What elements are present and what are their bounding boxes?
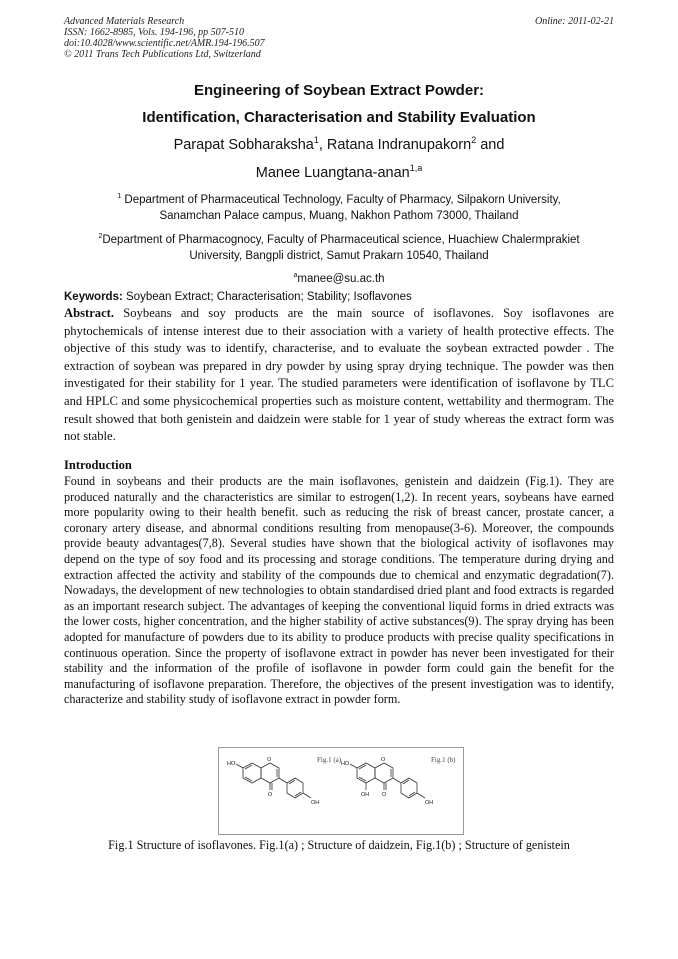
affiliation-mark: 1: [117, 192, 122, 201]
author-name: Ratana Indranupakorn: [326, 137, 472, 153]
figure-label-a: Fig.1 (a): [317, 756, 342, 764]
author-affiliation-mark: 1,a: [409, 163, 423, 174]
daidzein-ho-label: HO: [227, 761, 236, 767]
affiliation-2: [60, 233, 618, 264]
keywords-text: Soybean Extract; Characterisation; Stability; Isoflavones: [126, 291, 412, 303]
figure-caption: Fig.1 Structure of isoflavones. Fig.1(a) ; Structure of daidzein, Fig.1(b) ; Structure of genistein: [108, 838, 570, 852]
affiliation-text: Department of Pharmacognocy, Faculty of Pharmaceutical science, Huachiew Chalermprakiet: [102, 234, 580, 246]
daidzein-ring-b: [287, 778, 303, 798]
keywords: [64, 290, 614, 304]
keywords-label: Keywords:: [64, 291, 123, 303]
genistein-5-oh-label: OH: [361, 792, 370, 798]
abstract-label: Abstract.: [64, 306, 115, 320]
daidzein-oh-label: OH: [311, 800, 320, 806]
affiliation-1: [60, 193, 618, 224]
paper-title-line-1: Engineering of Soybean Extract Powder:: [193, 82, 485, 99]
abstract: [64, 305, 614, 446]
author-line-2: [50, 164, 628, 182]
author-line-1: [50, 136, 628, 154]
affiliation-text: Department of Pharmaceutical Technology, Faculty of Pharmacy, Silpakorn University,: [124, 194, 561, 206]
genistein-ring-a: [357, 763, 375, 783]
author-affiliation-mark: 2: [471, 135, 477, 146]
daidzein-ring-a: [243, 763, 261, 783]
daidzein-ring-oxygen: O: [267, 757, 272, 763]
introduction-text: Found in soybeans and their products are the main isoflavones, genistein and daidzein (Fig.1). They are produced naturally and the characteristics are similar to estrogen(1,2). In recent years, soybeans have earned more popularity owing to their health benefit. such as reducing the risk of breast cancer, prostate cancer, a coronary artery disease, and abnormal conditions resulting from menopause(3-6). Moreover, the compounds provide beauty advantages(7,8). Several studies have shown that the biological activity of isoflavones may depend on the type of soy food and its processing and storage conditions. The temperature during drying and extraction affected the activity and stability of the compounds due to chemical and enzymatic degradation(7). Nowadays, the development of new technologies to obtain standardised dried plant and food extracts is regarded as an important research subject. The advantages of keeping the conventional liquid forms in dried extracts was the lower costs, higher concentration, and the higher stability of active substances(9). The spray drying has been adopted for manufacture of powders due to its ability to produce products with precise quality specifications in continuous operation. Since the property of isoflavone extract in powder has never been investigated for their stability and the information of the profile of isoflavone in powder form could gain the benefit for the manufacturing of isoflavone preparation. Therefore, the objectives of the present investigation was to identify, characterize and stability study of isoflavone extract in powder form.: [64, 474, 614, 707]
daidzein-structure: [236, 763, 311, 798]
paper-title-line-2: Identification, Characterisation and Stability Evaluation: [142, 109, 536, 126]
daidzein-carbonyl-oxygen: O: [268, 792, 273, 798]
issn-line: ISSN: 1662-8985, Vols. 194-196, pp 507-510: [64, 27, 244, 38]
genistein-ring-oxygen: O: [381, 757, 386, 763]
corresponding-email: [60, 272, 618, 288]
affiliation-text: University, Bangpli district, Samut Prakarn 10540, Thailand: [189, 249, 489, 262]
email-mark: a: [293, 271, 298, 280]
genistein-ring-c: [375, 763, 393, 783]
online-date: Online: 2011-02-21: [535, 16, 614, 27]
author-separator: ,: [318, 137, 323, 153]
abstract-text: Soybeans and soy products are the main source of isoflavones. Soy isoflavones are phytochemicals of intense interest due to their association with a variety of health protective effects. The objective of this study was to identify, characterise, and to evaluate the soybean extracted powder . The extraction of soybean was prepared in dry powder by using spray drying technique. The powder was then investigated for their stability for 1 year. The studied parameters were identification of isoflavone by TLC and HPLC and some physicochemical properties such as moisture content, wettability and thermogram. The result showed that both genistein and daidzein were stable for 1 year of study whereas the extract form was not stable.: [64, 306, 614, 444]
genistein-carbonyl-oxygen: O: [382, 792, 387, 798]
figure-label-b: Fig.1 (b): [431, 756, 456, 764]
doi-line: doi:10.4028/www.scientific.net/AMR.194-196.507: [64, 38, 265, 49]
email-text: manee@su.ac.th: [297, 273, 385, 285]
journal-name: Advanced Materials Research: [64, 16, 185, 27]
genistein-ho-label: HO: [341, 761, 350, 767]
author-name: Manee Luangtana-anan: [255, 165, 410, 181]
genistein-oh-label: OH: [425, 800, 434, 806]
affiliation-mark: 2: [98, 232, 103, 241]
copyright-line: © 2011 Trans Tech Publications Ltd, Switzerland: [64, 49, 261, 60]
isoflavone-structures-svg: [219, 748, 463, 834]
affiliation-text: Sanamchan Palace campus, Muang, Nakhon Pathom 73000, Thailand: [159, 209, 519, 222]
author-affiliation-mark: 1: [313, 135, 319, 146]
author-conjunction: and: [480, 137, 505, 153]
introduction-heading: Introduction: [64, 458, 132, 472]
daidzein-ring-c: [261, 763, 279, 783]
genistein-ring-b: [401, 778, 417, 798]
author-name: Parapat Sobharaksha: [173, 137, 314, 153]
journal-header: [64, 16, 265, 60]
figure-isoflavone-structures: [218, 747, 464, 835]
